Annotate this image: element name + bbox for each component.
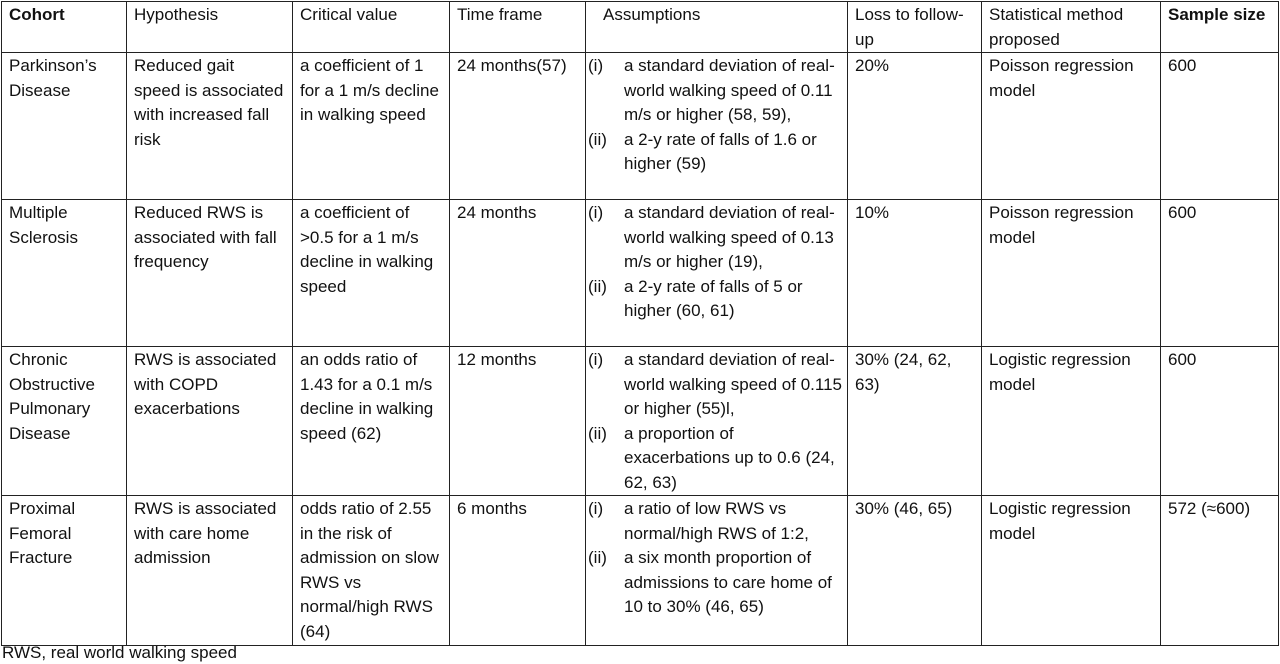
assumption-text: a standard deviation of real-world walking speed of 0.115 or higher (55)l,: [624, 350, 842, 418]
header-row: [2, 2, 1279, 53]
header-sample-size: Sample size: [1161, 2, 1279, 53]
assumption-number: (ii): [588, 423, 607, 443]
assumption-item: [588, 54, 843, 128]
critical-value-cell: a coefficient of 1 for a 1 m/s decline in walking speed: [293, 53, 450, 200]
cohort-cell: Chronic Obstructive Pulmonary Disease: [2, 347, 127, 496]
header-statistical-method: Statistical method proposed: [982, 2, 1161, 53]
time-frame-cell: 24 months: [450, 200, 586, 347]
assumptions-cell: [586, 347, 848, 496]
method-cell: Logistic regression model: [982, 496, 1161, 646]
assumption-item: [588, 275, 843, 324]
cohort-cell: Multiple Sclerosis: [2, 200, 127, 347]
assumption-item: [588, 422, 843, 496]
cohort-cell: Parkinson’s Disease: [2, 53, 127, 200]
table-row: [2, 200, 1279, 347]
assumption-text: a ratio of low RWS vs normal/high RWS of 1:2,: [624, 499, 809, 543]
assumption-item: [588, 128, 843, 177]
assumption-text: a six month proportion of admissions to care home of 10 to 30% (46, 65): [624, 548, 832, 616]
hypothesis-cell: RWS is associated with COPD exacerbations: [127, 347, 293, 496]
sample-size-cell: 600: [1161, 200, 1279, 347]
hypothesis-cell: RWS is associated with care home admission: [127, 496, 293, 646]
time-frame-cell: 6 months: [450, 496, 586, 646]
sample-size-cell: 600: [1161, 53, 1279, 200]
critical-value-cell: odds ratio of 2.55 in the risk of admission on slow RWS vs normal/high RWS (64): [293, 496, 450, 646]
assumption-number: (i): [588, 203, 604, 222]
loss-cell: 30% (24, 62, 63): [848, 347, 982, 496]
assumption-text: a 2-y rate of falls of 5 or higher (60, 61): [624, 276, 803, 320]
hypothesis-cell: Reduced RWS is associated with fall frequency: [127, 200, 293, 347]
table-row: [2, 53, 1279, 200]
assumption-number: (ii): [588, 548, 607, 567]
hypothesis-cell: Reduced gait speed is associated with increased fall risk: [127, 53, 293, 200]
assumption-number: (ii): [588, 129, 607, 149]
time-frame-cell: 12 months: [450, 347, 586, 496]
assumption-item: [588, 201, 843, 275]
assumptions-cell: [586, 200, 848, 347]
assumption-number: (i): [588, 499, 604, 518]
assumptions-cell: [586, 496, 848, 646]
method-cell: Poisson regression model: [982, 53, 1161, 200]
assumption-text: a 2-y rate of falls of 1.6 or higher (59): [624, 129, 817, 173]
assumption-item: [588, 546, 843, 620]
method-cell: Logistic regression model: [982, 347, 1161, 496]
assumptions-cell: [586, 53, 848, 200]
assumption-text: a standard deviation of real-world walking speed of 0.13 m/s or higher (19),: [624, 203, 835, 271]
critical-value-cell: an odds ratio of 1.43 for a 0.1 m/s decline in walking speed (62): [293, 347, 450, 496]
header-time-frame: Time frame: [450, 2, 586, 53]
assumption-item: [588, 497, 843, 546]
sample-size-cell: 600: [1161, 347, 1279, 496]
assumption-item: [588, 348, 843, 422]
header-loss-to-follow-up: Loss to follow-up: [848, 2, 982, 53]
method-cell: Poisson regression model: [982, 200, 1161, 347]
assumption-text: a standard deviation of real-world walking speed of 0.11 m/s or higher (58, 59),: [624, 56, 835, 124]
header-hypothesis: Hypothesis: [127, 2, 293, 53]
loss-cell: 30% (46, 65): [848, 496, 982, 646]
assumption-number: (i): [588, 56, 604, 75]
loss-cell: 10%: [848, 200, 982, 347]
assumption-number: (ii): [588, 276, 607, 296]
loss-cell: 20%: [848, 53, 982, 200]
sample-size-cell: 572 (≈600): [1161, 496, 1279, 646]
assumption-text: a proportion of exacerbations up to 0.6 (24, 62, 63): [624, 423, 835, 492]
cohort-cell: Proximal Femoral Fracture: [2, 496, 127, 646]
table-row: [2, 496, 1279, 646]
table-footnote: RWS, real world walking speed: [2, 643, 237, 662]
sample-size-table: [1, 1, 1279, 646]
header-assumptions: Assumptions: [586, 2, 848, 53]
assumption-number: (i): [588, 350, 604, 369]
header-critical-value: Critical value: [293, 2, 450, 53]
table-row: [2, 347, 1279, 496]
header-cohort: Cohort: [2, 2, 127, 53]
critical-value-cell: a coefficient of >0.5 for a 1 m/s decline in walking speed: [293, 200, 450, 347]
time-frame-cell: 24 months(57): [450, 53, 586, 200]
